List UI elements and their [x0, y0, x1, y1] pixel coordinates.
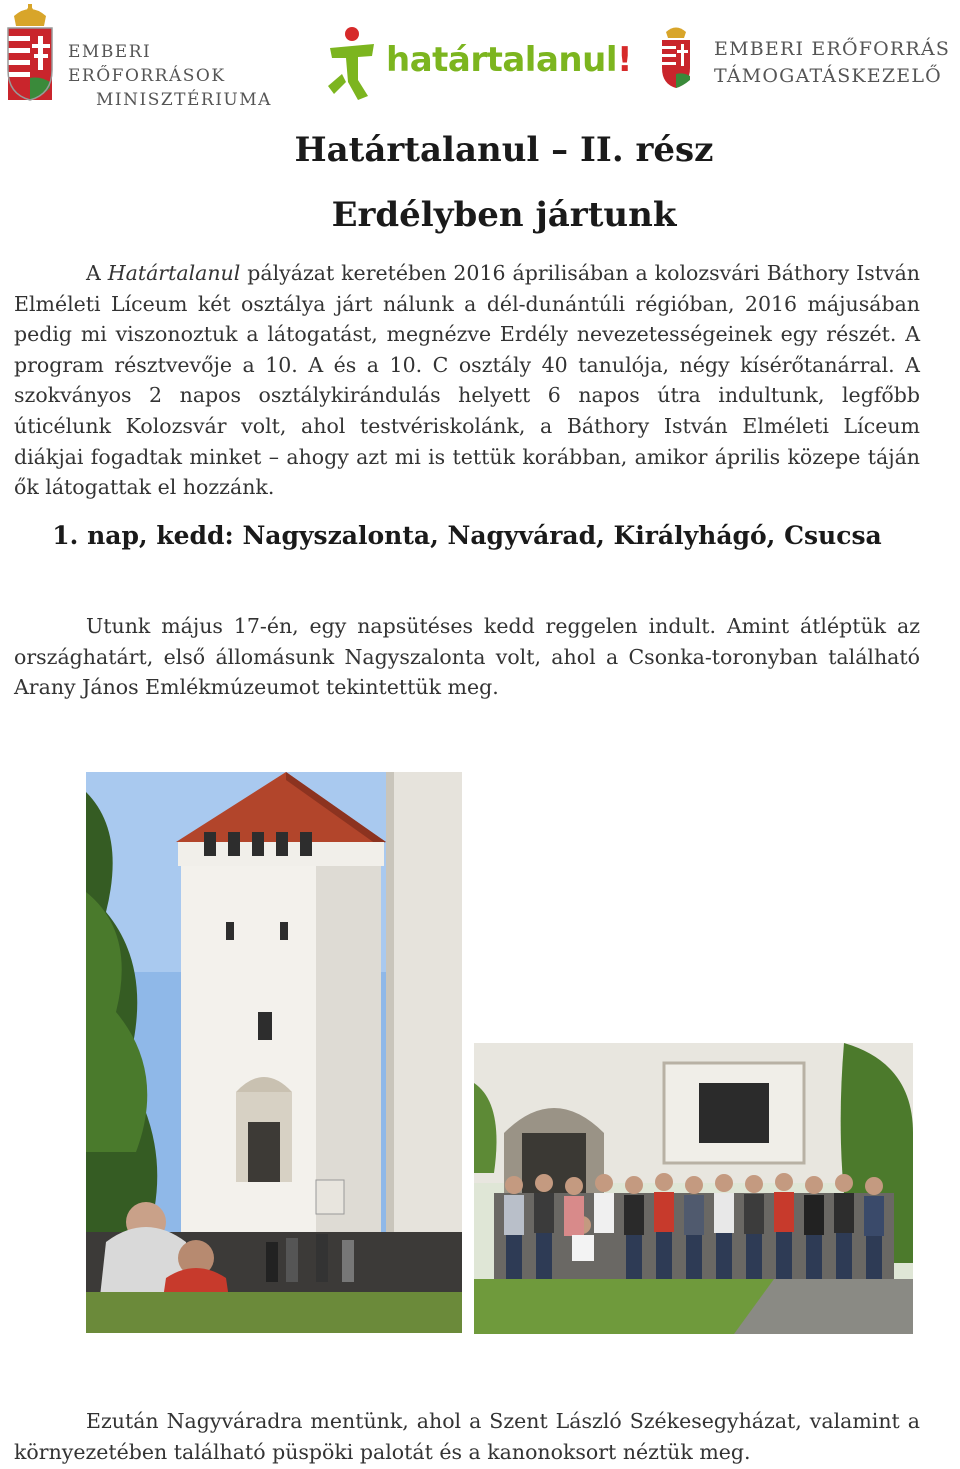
day1-paragraph-2: Ezután Nagyváradra mentünk, ahol a Szent László Székesegyházat, valamint a környezetében található püspöki palotát és a kanonoksort néztük meg. — [14, 1409, 920, 1464]
ministry-name — [68, 40, 294, 112]
hatartalanul-exclamation: ! — [616, 40, 632, 80]
page-subtitle: Erdélyben jártunk — [331, 195, 677, 235]
tower-photo-illustration — [86, 772, 462, 1333]
running-figure-icon — [322, 24, 384, 102]
day1-heading: 1. nap, kedd: Nagyszalonta, Nagyvárad, Királyhágó, Csucsa — [52, 521, 882, 550]
intro-program-name: Határtalanul — [107, 261, 241, 285]
day1-paragraph-1: Utunk május 17-én, egy napsütéses kedd reggelen indult. Amint átléptük az országhatárt, első állomásunk Nagyszalonta volt, ahol a Csonka-toronyban található Arany János Emlékmúzeumot tekintettük meg. — [14, 614, 920, 700]
hungarian-coat-of-arms-icon — [660, 24, 692, 90]
support-name-line2: TÁMOGATÁSKEZELŐ — [714, 65, 942, 87]
hatartalanul-logo — [322, 24, 632, 104]
ministry-name-line1: EMBERI ERŐFORRÁSOK — [68, 42, 226, 86]
intro-text-rest: pályázat keretében 2016 áprilisában a kolozsvári Báthory István Elméleti Líceum két osztálya járt nálunk a dél-dunántúli régióban, 2016 májusában pedig mi viszonoztuk a látogatást, megnézve Erdély nevezetességeinek egy részét. A program résztvevője a 10. A és a 10. C osztály 40 tanulója, négy kísérőtanárral. A szokványos 2 napos osztálykirándulás helyett 6 napos útra indultunk, legfőbb úticélunk Kolozsvár volt, ahol testvériskolánk, a Báthory István Elméleti Líceum diákjai fogadtak minket – ahogy azt mi is tettük korábban, amikor április közepe táján ők látogattak el hozzánk. — [14, 261, 920, 500]
group-photo-illustration — [474, 1043, 913, 1334]
intro-text-start: A — [86, 261, 108, 285]
hungarian-coat-of-arms-icon — [4, 4, 56, 104]
ministry-logo — [4, 4, 294, 110]
header — [0, 0, 960, 110]
hatartalanul-name: határtalanul — [386, 40, 617, 80]
support-logo — [660, 24, 958, 94]
support-name-line1: EMBERI ERŐFORRÁS — [714, 38, 951, 60]
support-name — [714, 36, 950, 90]
hatartalanul-wordmark — [386, 40, 632, 80]
group-photo — [474, 1043, 913, 1334]
csonka-torony-photo — [86, 772, 462, 1333]
intro-paragraph — [14, 258, 920, 503]
ministry-name-line2: MINISZTÉRIUMA — [96, 90, 272, 110]
page-title: Határtalanul – II. rész — [294, 130, 714, 170]
